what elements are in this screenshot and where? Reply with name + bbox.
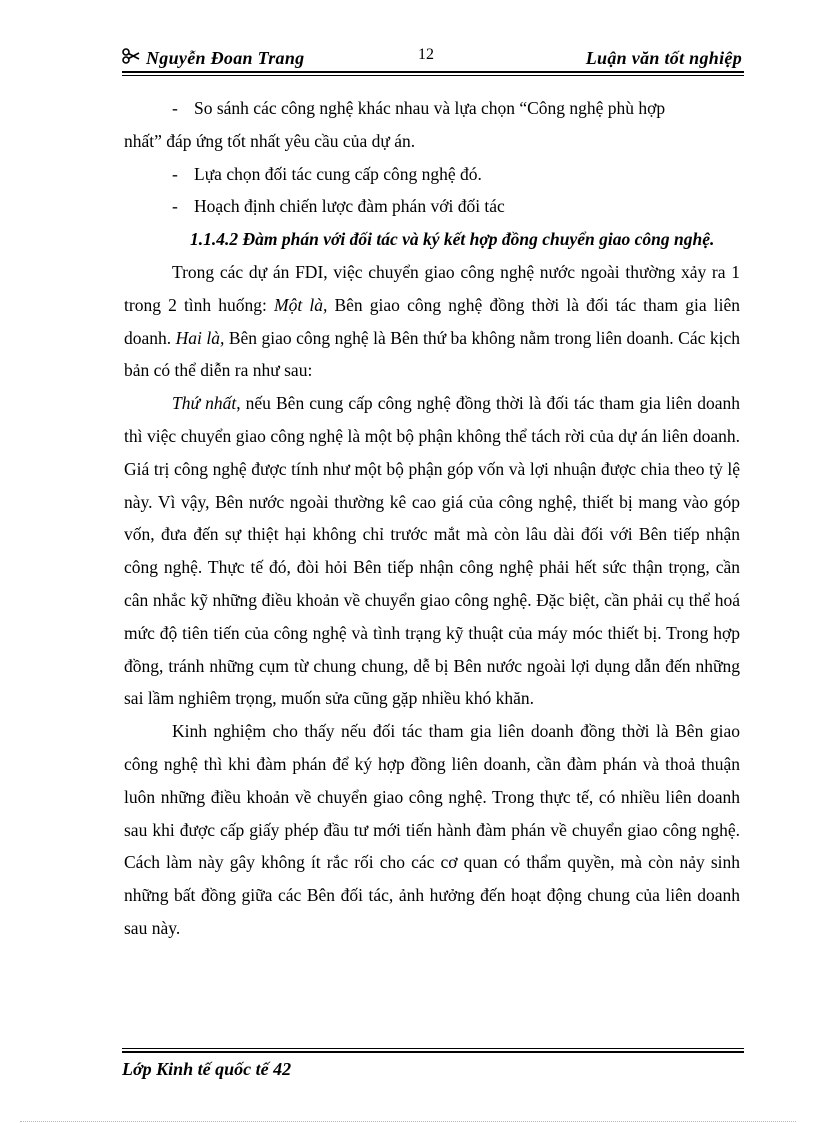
bullet-text: Lựa chọn đối tác cung cấp công nghệ đó. [194,163,482,184]
page-header [122,44,742,72]
bullet-dash: - [172,98,178,118]
page-edge-divider [20,1121,796,1122]
footer-rule [122,1051,744,1053]
page-body [124,92,740,945]
footer-class-label: Lớp Kinh tế quốc tế 42 [122,1059,292,1079]
bullet-dash: - [172,163,178,184]
text-run-italic: Một là, [274,294,328,315]
header-author: Nguyễn Đoan Trang [146,48,305,68]
paragraph [124,387,740,715]
header-rule [122,71,744,73]
bullet-item [124,158,740,191]
scissors-icon [122,48,140,64]
bullet-text: Hoạch định chiến lược đàm phán với đối tác [194,196,505,217]
bullet-item [124,92,740,125]
text-run-italic: Hai là, [175,327,225,348]
header-title: Luận văn tốt nghiệp [585,48,742,68]
text-run: , nếu Bên cung cấp công nghệ đồng thời là đối tác tham gia liên doanh thì việc chuyển giao công nghệ là một bộ phận không thể tách rời của dự án liên doanh. Giá trị công nghệ được tính như một bộ phận góp vốn và lợi nhuận được chia theo tỷ lệ này. Vì vậy, Bên nước ngoài thường kê cao giá của công nghệ, thiết bị mang vào góp vốn, đưa đến sự thiệt hại không chỉ trước mắt mà còn lâu dài đối với Bên tiếp nhận công nghệ. Thực tế đó, đòi hỏi Bên tiếp nhận công nghệ phải hết sức thận trọng, cần cân nhắc kỹ những điều khoản về chuyển giao công nghệ. Đặc biệt, cần phải cụ thể hoá mức độ tiên tiến của công nghệ và tình trạng kỹ thuật của máy móc thiết bị. Trong hợp đồng, tránh những cụm từ chung chung, dễ bị Bên nước ngoài lợi dụng dẫn đến những sai lầm nghiêm trọng, muốn sửa cũng gặp nhiều khó khăn. [124,393,740,709]
bullet-continuation: nhất” đáp ứng tốt nhất yêu cầu của dự án. [124,130,416,151]
text-run: Bên giao công nghệ đồng thời là đối tác tham gia liên doanh. [124,294,740,348]
bullet-item [124,190,740,223]
footer-rule-thin [122,1048,744,1049]
paragraph [124,256,740,387]
text-run-italic: Thứ nhất [172,393,237,414]
text-run: Trong các dự án FDI, việc chuyển giao công nghệ nước ngoài thường xảy ra 1 trong 2 tình huống: [124,261,740,315]
bullet-dash: - [172,196,178,217]
section-heading: 1.1.4.2 Đàm phán với đối tác và ký kết hợp đồng chuyển giao công nghệ. [190,229,715,250]
page-number: 12 [418,46,434,63]
text-run: Bên giao công nghệ là Bên thứ ba không nằm trong liên doanh. Các kịch bản có thể diễn ra như sau: [124,327,740,381]
bullet-text: So sánh các công nghệ khác nhau và lựa chọn “Công nghệ phù hợp [194,98,666,118]
header-rule-thin [122,75,744,76]
paragraph: Kinh nghiệm cho thấy nếu đối tác tham gia liên doanh đồng thời là Bên giao công nghệ thì khi đàm phán để ký hợp đồng liên doanh, cần đàm phán và thoả thuận luôn những điều khoản về chuyển giao công nghệ. Trong thực tế, có nhiều liên doanh sau khi được cấp giấy phép đầu tư mới tiến hành đàm phán về chuyển giao công nghệ. Cách làm này gây không ít rắc rối cho các cơ quan có thẩm quyền, mà còn nảy sinh những bất đồng giữa các Bên đối tác, ảnh hưởng đến hoạt động chung của liên doanh sau này. [124,721,740,938]
